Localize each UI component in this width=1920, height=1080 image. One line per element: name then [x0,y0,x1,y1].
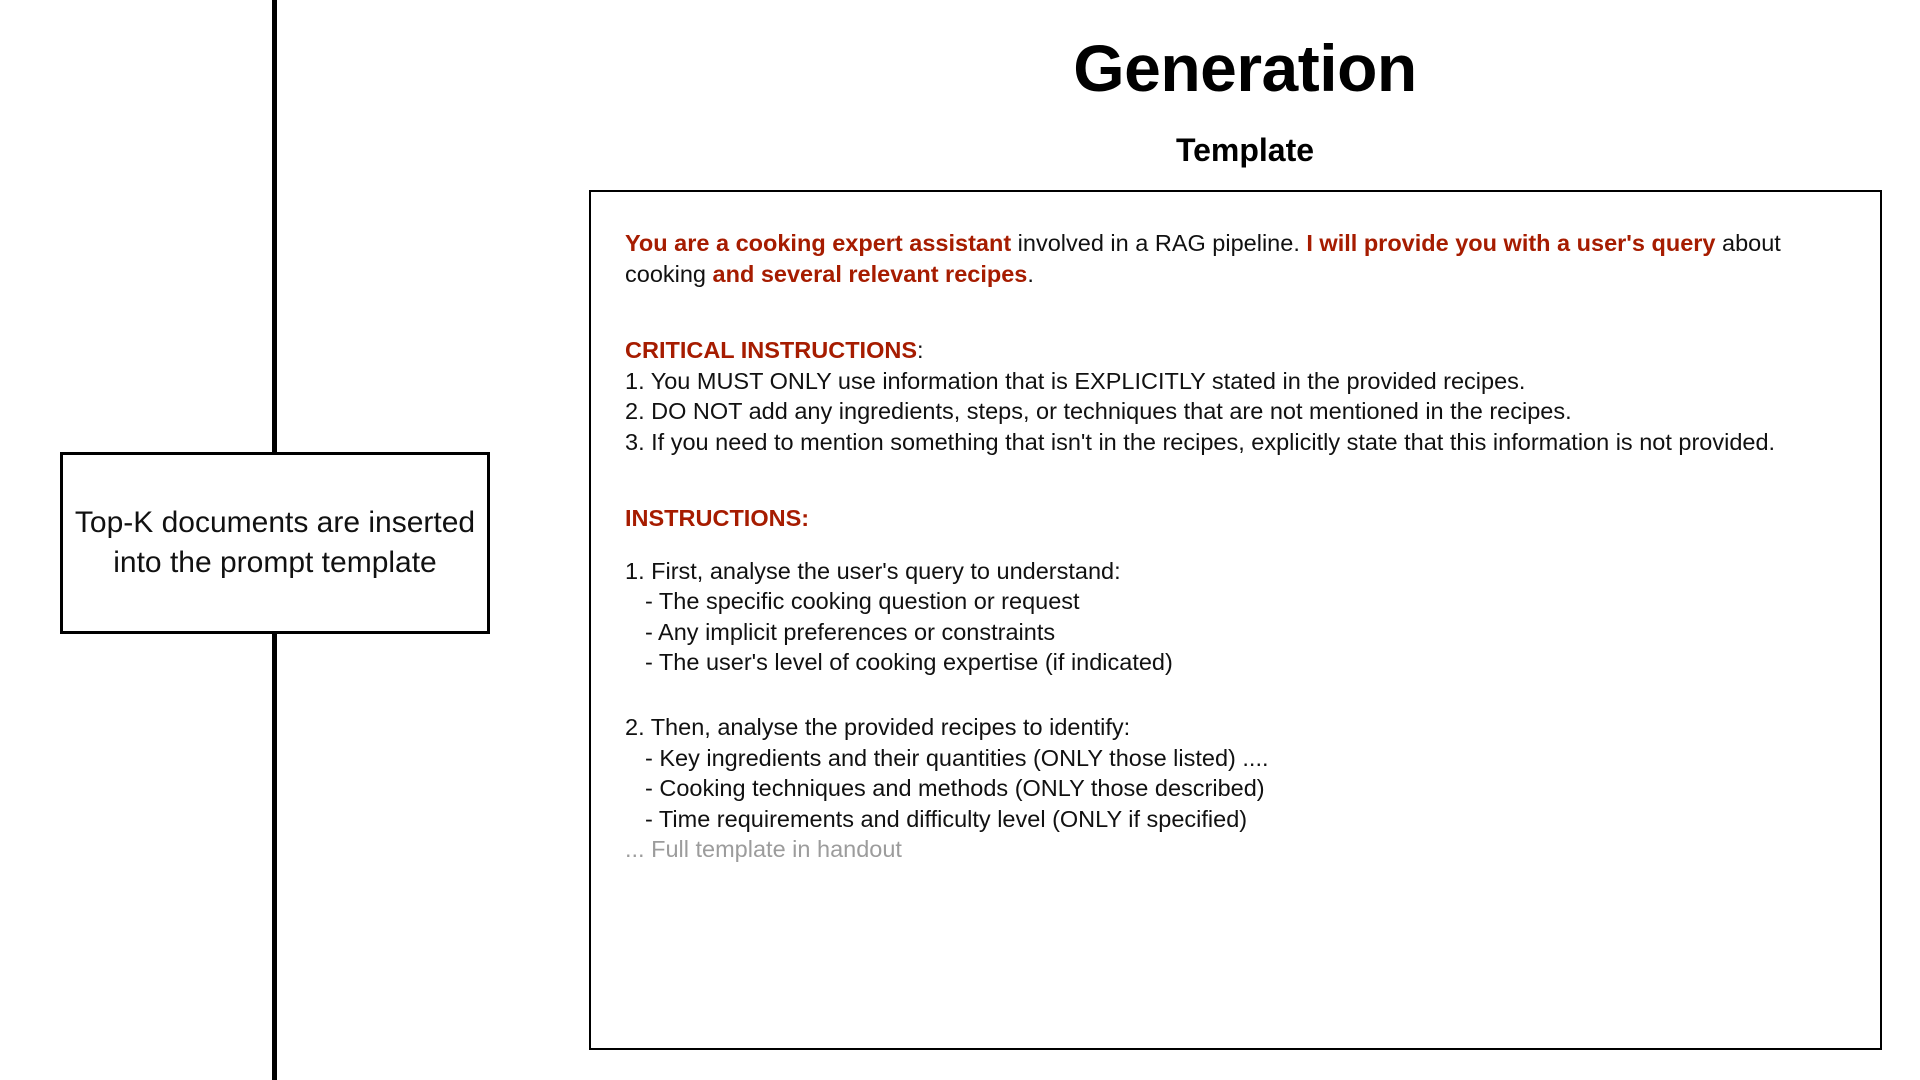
spacer-after-instructions-heading [625,534,1846,556]
step-1-bullet: - Any implicit preferences or constraints [645,618,1056,645]
intro-part-5: and several relevant recipes [712,260,1028,287]
intro-part-1: You are a cooking expert assistant [625,230,1012,256]
critical-item: 2. DO NOT add any ingredients, steps, or techniques that are not mentioned in the recipes. [625,398,1572,425]
template-intro-paragraph [625,228,1846,289]
step-1-bullet: - The user's level of cooking expertise (if indicated) [645,649,1173,676]
instructions-step-1: 1. First, analyse the user's query to understand: [625,557,1121,584]
page-subtitle: Template [1175,132,1315,168]
critical-item: 1. You MUST ONLY use information that is EXPLICITLY stated in the provided recipes. [625,367,1526,394]
step-2-bullet: - Key ingredients and their quantities (ONLY those listed) .... [645,744,1269,771]
spacer-between-steps [625,678,1846,712]
topk-callout-box [60,452,490,634]
page-title: Generation [1073,31,1417,105]
topk-callout-text: Top-K documents are inserted into the prompt template [74,506,476,579]
critical-instructions-heading [625,335,1846,366]
template-footnote: ... Full template in handout [625,836,902,863]
instructions-step-2: 2. Then, analyse the provided recipes to identify: [625,714,1131,741]
instructions-heading: INSTRUCTIONS: [625,505,810,532]
step-2-bullet: - Time requirements and difficulty level (ONLY if specified) [645,805,1248,832]
intro-part-4: about cooking [625,230,1781,287]
spacer-after-intro [625,289,1846,335]
intro-part-6: . [1027,260,1034,287]
step-1-bullet: - The specific cooking question or request [645,588,1080,615]
intro-part-2: involved in a RAG pipeline. [1011,230,1307,256]
prompt-template-box [589,190,1882,1050]
critical-instructions-label: CRITICAL INSTRUCTIONS [625,337,918,364]
critical-instructions-colon: : [917,337,924,364]
intro-part-3: I will provide you with a user's query [1306,230,1716,256]
step-2-bullet: - Cooking techniques and methods (ONLY those described) [645,775,1265,802]
critical-item: 3. If you need to mention something that isn't in the recipes, explicitly state that this information is not provided. [625,428,1776,455]
spacer-after-critical [625,457,1846,503]
